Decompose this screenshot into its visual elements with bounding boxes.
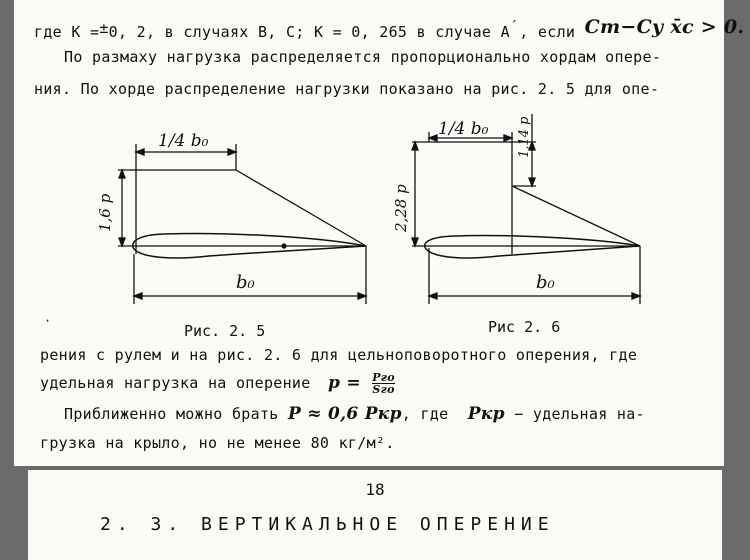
fig2-dim-bottom: b₀ xyxy=(536,272,555,293)
approx-formula: P ≈ 0,6 Pкр xyxy=(287,404,402,424)
condition-formula: Cm−Cy x̄c > 0. xyxy=(584,16,745,38)
figure-2-6-caption: Рис 2. 6 xyxy=(488,318,561,336)
text-line-4: рения с рулем и на рис. 2. 6 для цельноповоротного оперения, где xyxy=(40,346,638,364)
text-if: , если xyxy=(519,23,576,41)
load-symbol-p: p = xyxy=(327,373,361,393)
text-specific-load-on: − удельная на- xyxy=(514,405,645,423)
fig1-dim-bottom: b₀ xyxy=(236,272,255,293)
text-where-k: где K = xyxy=(34,23,100,41)
text-line-1 xyxy=(34,16,745,42)
text-specific-load: удельная нагрузка на оперение xyxy=(40,374,311,392)
figure-2-5-caption: Рис. 2. 5 xyxy=(184,322,266,340)
text-approx: Приближенно можно брать xyxy=(64,405,279,423)
page-number: 18 xyxy=(365,480,385,499)
wing-load-symbol: Pкр xyxy=(467,404,505,424)
fig2-dim-top: 1/4 b₀ xyxy=(438,119,489,139)
document-page-upper xyxy=(14,0,745,466)
text-line-3: ния. По хорде распределение нагрузки показано на рис. 2. 5 для опе- xyxy=(34,80,660,98)
text-where: , где xyxy=(401,405,449,423)
fig1-dim-side: 1,6 p xyxy=(96,193,114,232)
fig1-dim-top: 1/4 b₀ xyxy=(158,131,209,151)
fraction-denominator: Sго xyxy=(372,383,395,396)
text-line-2: По размаху нагрузка распределяется пропорционально хордам опере- xyxy=(64,48,662,66)
stray-mark: · xyxy=(44,314,52,328)
text-line-7: грузка на крыло, но не менее 80 кг/м². xyxy=(40,434,395,452)
prime-mark: ′ xyxy=(509,17,520,35)
load-fraction xyxy=(372,372,395,395)
fig2-dim-side: 2,28 p xyxy=(392,184,410,232)
document-page-lower xyxy=(28,470,722,560)
figures-area xyxy=(14,108,724,328)
text-line-6 xyxy=(64,404,645,424)
text-line-5 xyxy=(40,372,395,395)
fig2-dim-right: 1,14 p xyxy=(517,116,532,158)
plus-minus-sign: ± xyxy=(99,19,109,37)
section-heading: 2. 3. ВЕРТИКАЛЬНОЕ ОПЕРЕНИЕ xyxy=(100,514,555,535)
fraction-numerator: Pго xyxy=(372,371,395,384)
text-cases: 0, 2, в случаях B, C; K = 0, 265 в случае A xyxy=(108,23,510,41)
